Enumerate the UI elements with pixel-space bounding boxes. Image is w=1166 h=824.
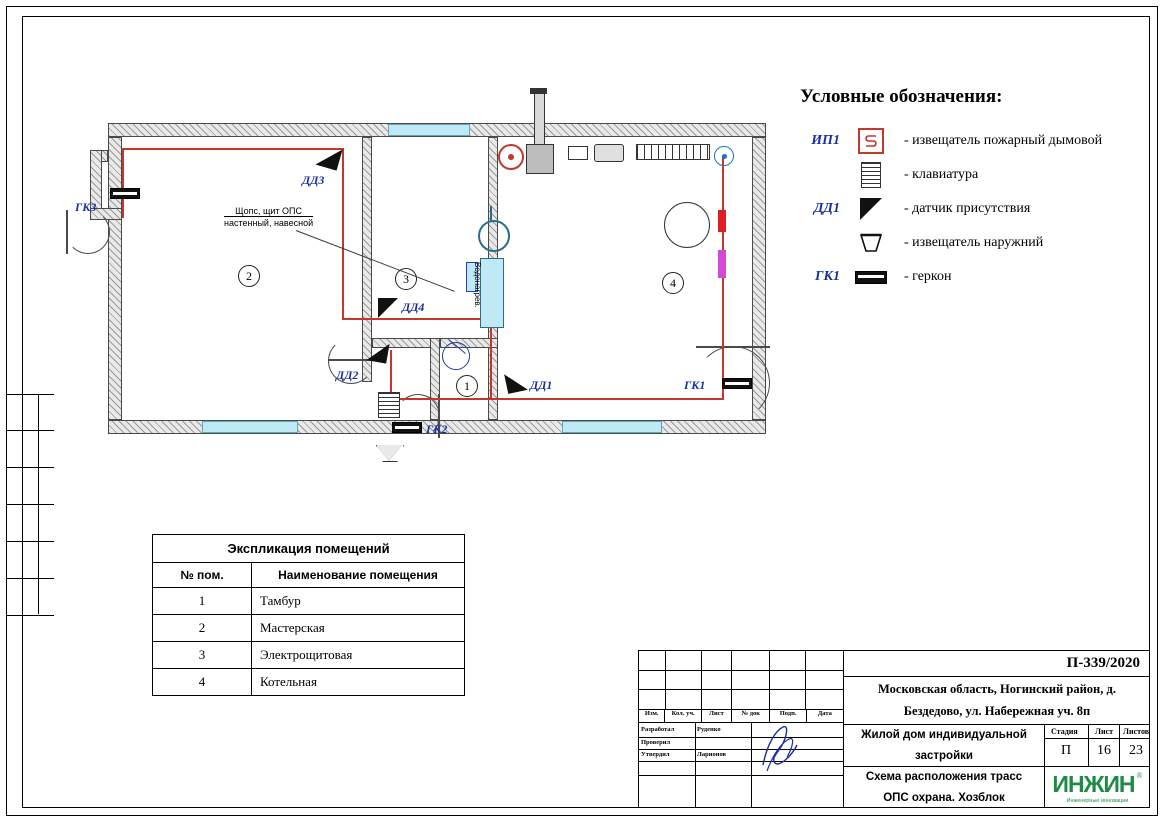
- room-number-2: 2: [238, 265, 260, 287]
- legend-text-motion-detector: - датчик присутствия: [904, 201, 1031, 216]
- role-label-1: Проверил: [641, 739, 671, 746]
- stage-header-0: Стадия: [1051, 727, 1078, 736]
- room-number-4: 4: [662, 272, 684, 294]
- door-leaf-right: [696, 346, 770, 348]
- stage-header-2: Листов: [1123, 727, 1150, 736]
- legend-title: Условные обозначения:: [800, 86, 1003, 107]
- table-row-header: [153, 563, 465, 588]
- role-label-0: Разработал: [641, 726, 675, 733]
- rev-h-kol: Кол. уч.: [665, 710, 701, 722]
- legend-code-dd1: ДД1: [813, 201, 840, 216]
- label-gk2: ГК2: [426, 422, 448, 436]
- rev-h-podp: Подп.: [770, 710, 806, 722]
- table-row: [153, 615, 465, 642]
- cable-route-1: [122, 148, 124, 218]
- label-dd4: ДД4: [402, 300, 425, 314]
- keypad-icon: [848, 162, 894, 188]
- revision-grid: [639, 651, 843, 709]
- legend-text-reed-switch: - геркон: [904, 269, 952, 284]
- window-top-1: [388, 124, 470, 136]
- wall-left: [108, 137, 122, 420]
- keypad-device: [378, 392, 400, 418]
- stage-block: [1045, 725, 1150, 767]
- legend-item-motion-detector: [800, 192, 1140, 226]
- legend-text-outdoor-siren: - извещатель наружний: [904, 235, 1044, 250]
- floor-plan: [75, 110, 770, 470]
- window-bottom-1: [202, 421, 298, 433]
- company-logo: [1045, 767, 1150, 808]
- cable-route-2: [122, 148, 344, 150]
- smoke-detector-icon: [848, 128, 894, 154]
- exp-row-num: 2: [153, 615, 252, 642]
- window-bottom-2: [562, 421, 662, 433]
- title-block: [638, 650, 1150, 808]
- motion-detector-dd4: [378, 298, 398, 318]
- sheet-title-cell: [843, 767, 1045, 808]
- role-name-2: Ларионов: [697, 751, 727, 758]
- reed-switch-gk1: [722, 378, 752, 389]
- stage-value-2: 23: [1129, 743, 1143, 758]
- exp-row-name: Электрощитовая: [252, 642, 465, 669]
- outdoor-siren-plan: [376, 445, 404, 462]
- legend-item-smoke-detector: [800, 124, 1140, 158]
- table-row: [153, 642, 465, 669]
- door-arc-entry-left: [66, 210, 110, 254]
- vent-duct: [534, 92, 545, 146]
- door-leaf-entry-left: [66, 210, 68, 254]
- rev-h-izm: Изм.: [639, 710, 665, 722]
- sheet-title-line1: Схема расположения трасс: [865, 771, 1023, 784]
- sheet-title-line2: ОПС охрана. Хозблок: [883, 791, 1005, 804]
- revision-header-row: [639, 709, 843, 723]
- motion-detector-dd2: [368, 342, 388, 362]
- stage-value-0: П: [1061, 743, 1072, 758]
- role-name-0: Руденко: [697, 726, 721, 733]
- legend-block: [800, 86, 1140, 294]
- exp-row-name: Тамбур: [252, 588, 465, 615]
- reed-switch-gk2: [392, 422, 422, 433]
- stage-value-1: 16: [1097, 743, 1111, 758]
- label-dd2: ДД2: [336, 368, 359, 382]
- legend-text-keypad: - клавиатура: [904, 167, 979, 182]
- detector-secondary: [714, 146, 734, 166]
- smoke-detector-ip1: [498, 144, 524, 170]
- cable-route-3: [342, 148, 344, 320]
- company-tagline: Инженерные инновации: [1066, 798, 1129, 804]
- legend-text-smoke-detector: - извещатель пожарный дымовой: [904, 133, 1103, 148]
- boiler-stem: [490, 206, 492, 222]
- project-code-cell: [843, 651, 1150, 677]
- boiler-circle: [478, 220, 510, 252]
- building-line2: застройки: [915, 749, 973, 762]
- motion-detector-dd1: [506, 372, 526, 392]
- panel-note-leader: [296, 230, 455, 292]
- stage-header-1: Лист: [1095, 727, 1114, 736]
- company-trademark: ®: [1136, 771, 1143, 780]
- cable-route-5: [490, 318, 492, 400]
- object-address-line2: Бездедово, ул. Набережная уч. 8п: [903, 703, 1091, 718]
- company-name: ИНЖИН: [1052, 771, 1135, 797]
- boiler-unit: [526, 144, 554, 174]
- table-row: [153, 588, 465, 615]
- rev-h-data: Дата: [817, 710, 832, 717]
- exp-row-num: 4: [153, 669, 252, 696]
- legend-code-gk1: ГК1: [815, 269, 840, 284]
- table-row: [153, 669, 465, 696]
- exp-header-num: № пом.: [153, 563, 252, 588]
- boiler-big-circle: [664, 202, 710, 248]
- object-address-line1: Московская область, Ногинский район, д.: [878, 681, 1116, 696]
- vent-duct-cap: [530, 88, 547, 94]
- reed-switch-icon: [848, 271, 894, 284]
- object-address-cell: [843, 677, 1150, 725]
- panel-note: [224, 206, 313, 228]
- cable-route-9: [390, 398, 490, 400]
- roles-block: [639, 723, 843, 808]
- legend-item-outdoor-siren: [800, 226, 1140, 260]
- outdoor-siren-icon: [848, 231, 894, 255]
- explication-table: [152, 534, 465, 696]
- equip-box-2: [594, 144, 624, 162]
- room-number-1: 1: [456, 375, 478, 397]
- label-dd3: ДД3: [302, 173, 325, 187]
- exp-row-num: 1: [153, 588, 252, 615]
- panel-note-line2: настенный, навесной: [224, 218, 314, 228]
- building-line1: Жилой дом индивидуальной: [861, 729, 1027, 742]
- signature-mark: [753, 719, 809, 779]
- exp-title: Экспликация помещений: [153, 535, 465, 563]
- exp-row-name: Котельная: [252, 669, 465, 696]
- rev-h-list: Лист: [702, 710, 732, 722]
- table-row-title: [153, 535, 465, 563]
- rev-h-ndok: № док: [732, 710, 770, 722]
- project-code: П-339/2020: [1066, 655, 1140, 671]
- legend-code-ip1: ИП1: [811, 133, 840, 148]
- role-label-2: Утвердил: [641, 751, 670, 758]
- label-gk1: ГК1: [684, 378, 706, 392]
- legend-item-reed-switch: [800, 260, 1140, 294]
- cable-route-4: [342, 318, 492, 320]
- motion-detector-icon: [848, 198, 894, 220]
- cable-route-6: [490, 398, 724, 400]
- motion-detector-dd3: [318, 146, 340, 168]
- building-name-cell: [843, 725, 1045, 767]
- riser-red: [718, 210, 726, 232]
- label-dd1: ДД1: [530, 378, 553, 392]
- water-heater: [480, 258, 504, 328]
- cable-route-7: [722, 156, 724, 400]
- room-number-3: 3: [395, 268, 417, 290]
- legend-item-keypad: [800, 158, 1140, 192]
- water-heater-label: Водонагрев.: [473, 262, 482, 308]
- panel-note-line1: Щопс, щит ОПС: [235, 206, 302, 216]
- equip-rack: [636, 144, 710, 160]
- exp-row-num: 3: [153, 642, 252, 669]
- exp-header-name: Наименование помещения: [252, 563, 465, 588]
- riser-magenta: [718, 250, 726, 278]
- label-gk3: ГК3: [75, 200, 97, 214]
- left-margin-grid: [6, 394, 54, 614]
- equip-box-1: [568, 146, 588, 160]
- exp-row-name: Мастерская: [252, 615, 465, 642]
- reed-switch-gk3: [110, 188, 140, 199]
